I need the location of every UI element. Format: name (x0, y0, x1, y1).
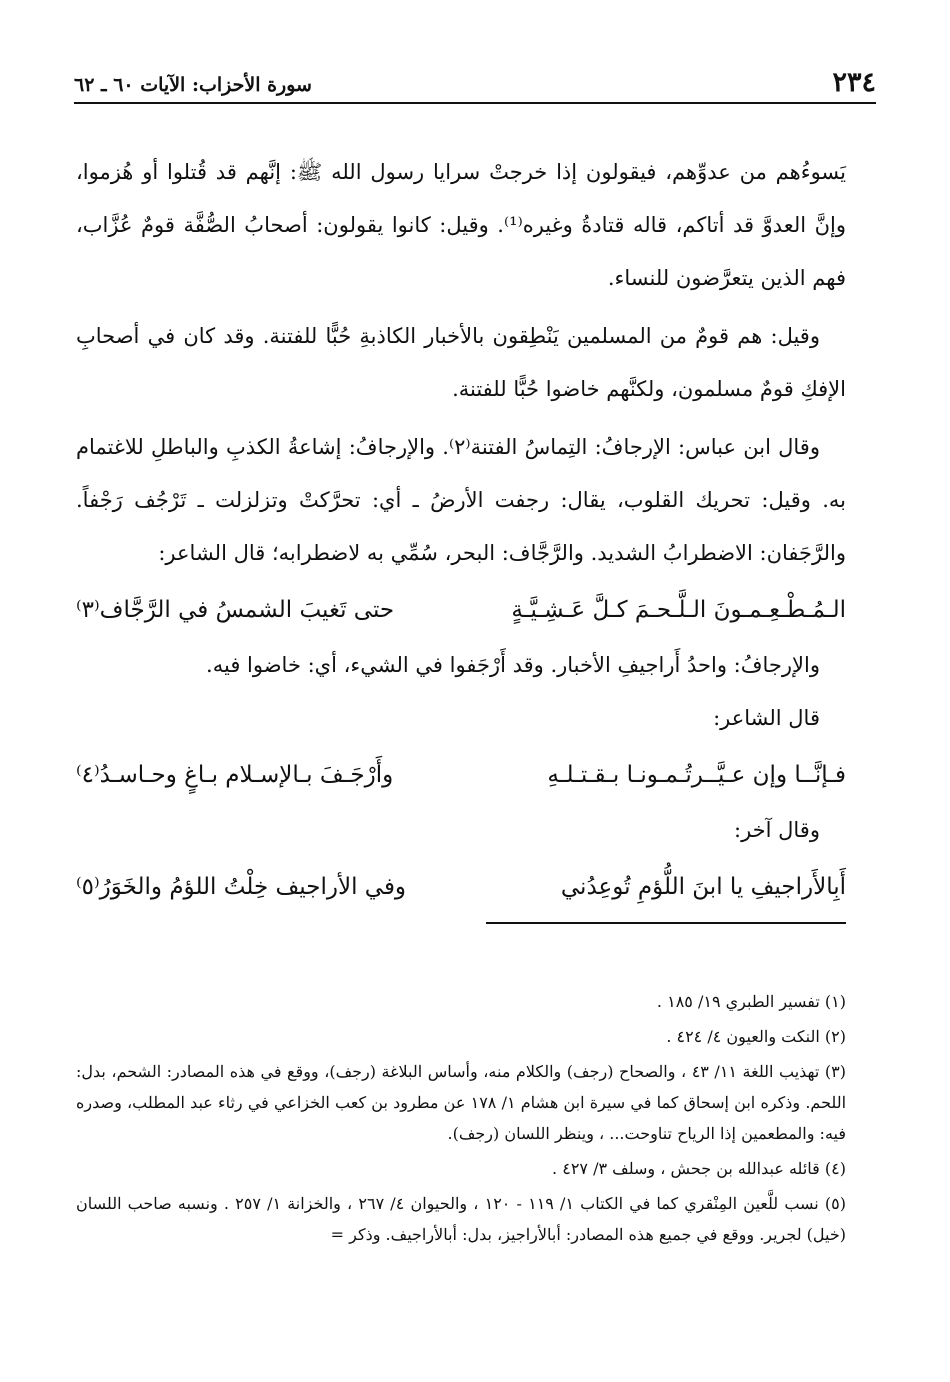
paragraph-2: وقيل: هم قومٌ من المسلمين يَنْطِقون بالأخبار الكاذبةِ حُبًّا للفتنة. وقد كان في أصحابِ الإفكِ قومٌ مسلمون، ولكنَّهم خاضوا حُبًّا للفتنة. (76, 324, 846, 401)
verse-1 (76, 581, 846, 639)
paragraph-6: وقال آخر: (734, 818, 820, 842)
verse-1-second-hemistich: حتى تَغيبَ الشمسُ في الرَّجَّاف⁽٣⁾ (76, 597, 395, 623)
footnote-separator (486, 922, 846, 924)
page-number: ٢٣٤ (832, 67, 876, 98)
page-header (74, 62, 876, 104)
verse-2-second-hemistich: وأَرْجَـفَ بـالإسـلام بـاغٍ وحـاسـدُ⁽٤⁾ (76, 762, 394, 788)
verse-3-first-hemistich: أَبِالأَراجيفِ يا ابنَ اللُّؤمِ تُوعِدُني (560, 874, 846, 900)
paragraph-4: والإرجافُ: واحدُ أَراجيفِ الأخبار. وقد أَرْجَفوا في الشيء، أي: خاضوا فيه. (206, 653, 820, 677)
footnote-3: (٣) تهذيب اللغة ١١/ ٤٣ ، والصحاح (رجف) والكلام منه، وأساس البلاغة (رجف)، ووقع في هذه المصادر: الشحم، بدل: اللحم. وذكره ابن إسحاق كما في سيرة ابن هشام ١/ ١٧٨ عن مطرود بن كعب الخزاعي في رثاء عبد المطلب، وصدره فيه: والمطعمين إذا الرياح تناوحت... ، وينظر اللسان (رجف). (76, 1062, 847, 1143)
verse-2 (76, 746, 846, 804)
paragraph-3: وقال ابن عباس: الإرجافُ: التِماسُ الفتنة⁽٢⁾. والإرجافُ: إشاعةُ الكذبِ والباطلِ للاغتمام به. وقيل: تحريك القلوب، يقال: رجفت الأرضُ ـ أي: تحرَّكتْ وتزلزلت ـ تَرْجُف رَجْفاً. والرَّجَفان: الاضطرابُ الشديد. والرَّجَّاف: البحر، سُمِّي به لاضطرابه؛ قال الشاعر: (76, 435, 846, 565)
footnotes (76, 986, 846, 1250)
footnote-1: (١) تفسير الطبري ١٩/ ١٨٥ . (656, 992, 846, 1011)
paragraph-1: يَسوءُهم من عدوِّهم، فيقولون إذا خرجتْ سرايا رسول الله ﷺ: إنَّهم قد قُتلوا أو هُزموا، وإنَّ العدوَّ قد أتاكم، قاله قتادةُ وغيره⁽¹⁾. وقيل: كانوا يقولون: أصحابُ الصُّفَّة قومٌ عُزَّاب، فهم الذين يتعرَّضون للنساء. (76, 160, 846, 290)
verse-3-second-hemistich: وفي الأراجيف خِلْتُ اللؤمُ والخَوَرُ⁽٥⁾ (76, 874, 407, 900)
footnote-5: (٥) نسب للَّعين المِنْقري كما في الكتاب ١/ ١١٩ - ١٢٠ ، والحيوان ٤/ ٢٦٧ ، والخزانة ١/ ٢٥٧ . ونسبه صاحب اللسان (خيل) لجرير. ووقع في جميع هذه المصادر: أبالأراجيز، بدل: أبالأراجيف. وذكر = (76, 1194, 846, 1244)
footnote-4: (٤) قائله عبدالله بن جحش ، وسلف ٣/ ٤٢٧ . (552, 1159, 846, 1178)
verse-3 (76, 858, 846, 916)
verse-1-first-hemistich: الـمُـطْـعِـمـونَ الـلَّـحـمَ كـلَّ عَـشِـيَّـةٍ (511, 597, 846, 623)
paragraph-5: قال الشاعر: (713, 706, 820, 730)
verse-2-first-hemistich: فـإنَّــا وإن عـيَّــرتُـمـونـا بـقـتـلـهِ (547, 762, 846, 788)
running-title: سورة الأحزاب: الآيات ٦٠ ـ ٦٢ (74, 74, 312, 96)
footnote-2: (٢) النكت والعيون ٤/ ٤٢٤ . (666, 1027, 846, 1046)
main-text (76, 146, 846, 924)
